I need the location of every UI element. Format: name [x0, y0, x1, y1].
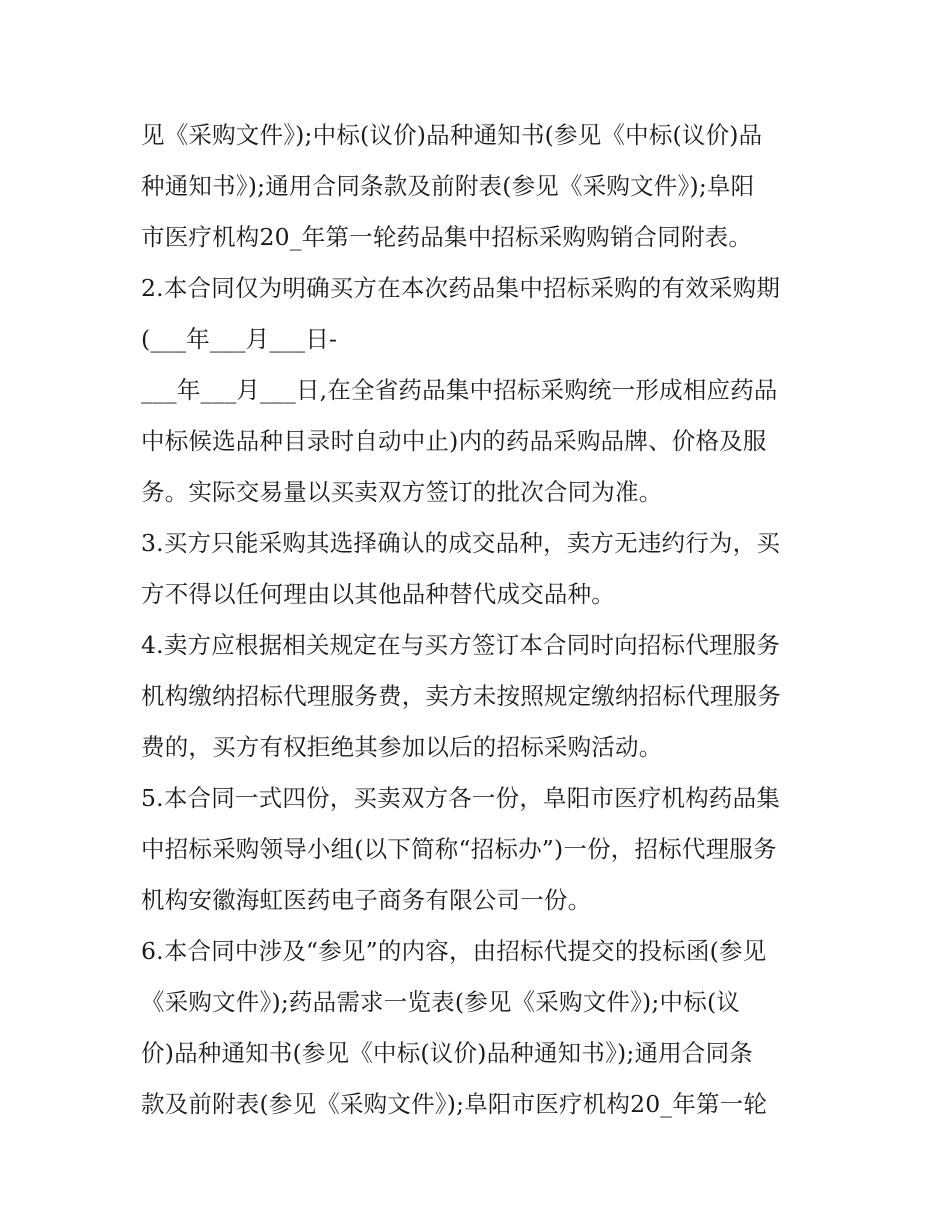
text-line: 6.本合同中涉及“参见”的内容，由招标代提交的投标函(参见	[141, 937, 767, 965]
text-line: 5.本合同一式四份，买卖双方各一份，阜阳市医疗机构药品集	[141, 784, 781, 812]
text-line: 种通知书》);通用合同条款及前附表(参见《采购文件》);阜阳	[141, 172, 755, 200]
text-line: 费的，买方有权拒绝其参加以后的招标采购活动。	[141, 733, 663, 761]
text-line: 价)品种通知书(参见《中标(议价)品种通知书》);通用合同条	[141, 1039, 754, 1067]
text-line: (___年___月___日-	[141, 325, 338, 353]
text-line: 方不得以任何理由以其他品种替代成交品种。	[141, 580, 615, 608]
text-line: 2.本合同仅为明确买方在本次药品集中招标采购的有效采购期	[141, 274, 781, 302]
text-line: 《采购文件》);药品需求一览表(参见《采购文件》);中标(议	[141, 988, 741, 1016]
document-body	[141, 110, 821, 1130]
text-line: 见《采购文件》);中标(议价)品种通知书(参见《中标(议价)品	[141, 121, 763, 149]
text-line: ___年___月___日,在全省药品集中招标采购统一形成相应药品	[141, 376, 778, 404]
text-line: 中标候选品种目录时自动中止)内的药品采购品牌、价格及服	[141, 427, 767, 455]
text-line: 4.卖方应根据相关规定在与买方签订本合同时向招标代理服务	[141, 631, 781, 659]
text-line: 务。实际交易量以买卖双方签订的批次合同为准。	[141, 478, 663, 506]
text-line: 3.买方只能采购其选择确认的成交品种，卖方无违约行为，买	[141, 529, 781, 557]
text-line: 中招标采购领导小组(以下简称“招标办”)一份，招标代理服务	[141, 835, 777, 863]
text-line: 机构缴纳招标代理服务费，卖方未按照规定缴纳招标代理服务	[141, 682, 781, 710]
text-line: 机构安徽海虹医药电子商务有限公司一份。	[141, 886, 592, 914]
text-line: 款及前附表(参见《采购文件》);阜阳市医疗机构20_年第一轮	[141, 1090, 768, 1118]
text-line: 市医疗机构20_年第一轮药品集中招标采购购销合同附表。	[141, 223, 753, 251]
